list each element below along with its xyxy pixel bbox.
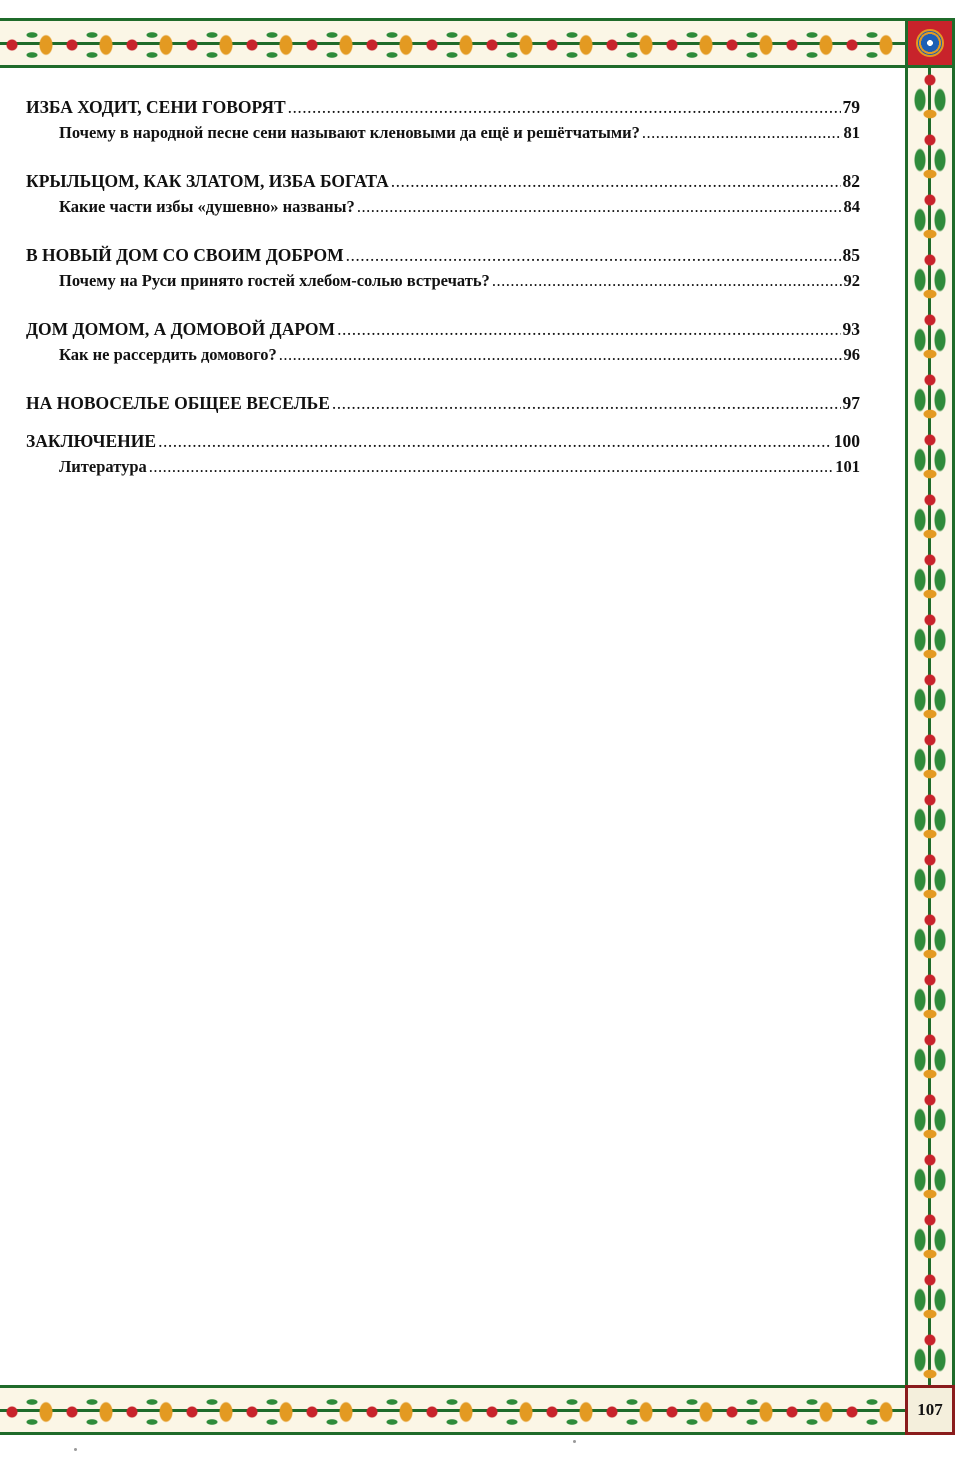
toc-entry[interactable] bbox=[26, 194, 860, 220]
toc-entry-page: 85 bbox=[842, 245, 860, 265]
toc-entry[interactable] bbox=[26, 242, 860, 268]
toc-entry[interactable] bbox=[26, 168, 860, 194]
dot-leader bbox=[149, 454, 833, 480]
dot-leader bbox=[288, 94, 841, 120]
toc-entry[interactable] bbox=[26, 428, 860, 454]
toc-entry-page: 81 bbox=[843, 123, 860, 142]
toc-entry-page: 100 bbox=[833, 431, 860, 451]
rosette-icon bbox=[916, 29, 944, 57]
toc-entry-page: 101 bbox=[835, 457, 860, 476]
toc-entry-page: 84 bbox=[843, 197, 860, 216]
scan-speck bbox=[573, 1440, 576, 1443]
table-of-contents bbox=[26, 94, 860, 480]
toc-entry-title: Какие части избы «душевно» названы? bbox=[59, 197, 355, 216]
toc-entry-title: Почему в народной песне сени называют кленовыми да ещё и решётчатыми? bbox=[59, 123, 640, 142]
toc-entry-page: 92 bbox=[843, 271, 860, 290]
page-number-box bbox=[905, 1385, 955, 1435]
dot-leader bbox=[492, 268, 842, 294]
toc-entry-title: НА НОВОСЕЛЬЕ ОБЩЕЕ ВЕСЕЛЬЕ bbox=[26, 393, 330, 413]
toc-entry[interactable] bbox=[26, 268, 860, 294]
toc-entry-page: 82 bbox=[842, 171, 860, 191]
dot-leader bbox=[346, 242, 841, 268]
toc-entry-title: ДОМ ДОМОМ, А ДОМОВОЙ ДАРОМ bbox=[26, 319, 336, 339]
bottom-ornamental-border bbox=[0, 1385, 905, 1435]
scan-speck bbox=[74, 1448, 77, 1451]
dot-leader bbox=[332, 390, 841, 416]
toc-entry[interactable] bbox=[26, 390, 860, 416]
right-ornamental-border bbox=[905, 68, 955, 1385]
toc-entry-title: Литература bbox=[59, 457, 147, 476]
toc-entry[interactable] bbox=[26, 454, 860, 480]
dot-leader bbox=[357, 194, 842, 220]
toc-entry-page: 96 bbox=[843, 345, 860, 364]
top-ornamental-border bbox=[0, 18, 905, 68]
dot-leader bbox=[158, 428, 832, 454]
toc-entry-title: ЗАКЛЮЧЕНИЕ bbox=[26, 431, 157, 451]
top-corner-ornament bbox=[905, 18, 955, 68]
toc-entry[interactable] bbox=[26, 316, 860, 342]
toc-entry-title: В НОВЫЙ ДОМ СО СВОИМ ДОБРОМ bbox=[26, 245, 344, 265]
toc-entry-title: ИЗБА ХОДИТ, СЕНИ ГОВОРЯТ bbox=[26, 97, 286, 117]
toc-entry-title: Почему на Руси принято гостей хлебом-солью встречать? bbox=[59, 271, 490, 290]
dot-leader bbox=[279, 342, 842, 368]
toc-entry-page: 93 bbox=[842, 319, 860, 339]
dot-leader bbox=[642, 120, 842, 146]
toc-entry-title: КРЫЛЬЦОМ, КАК ЗЛАТОМ, ИЗБА БОГАТА bbox=[26, 171, 389, 191]
toc-entry[interactable] bbox=[26, 94, 860, 120]
toc-entry-title: Как не рассердить домового? bbox=[59, 345, 277, 364]
page-number: 107 bbox=[917, 1400, 943, 1419]
toc-entry-page: 97 bbox=[842, 393, 860, 413]
toc-entry[interactable] bbox=[26, 120, 860, 146]
toc-entry-page: 79 bbox=[842, 97, 860, 117]
toc-entry[interactable] bbox=[26, 342, 860, 368]
dot-leader bbox=[391, 168, 841, 194]
dot-leader bbox=[337, 316, 840, 342]
